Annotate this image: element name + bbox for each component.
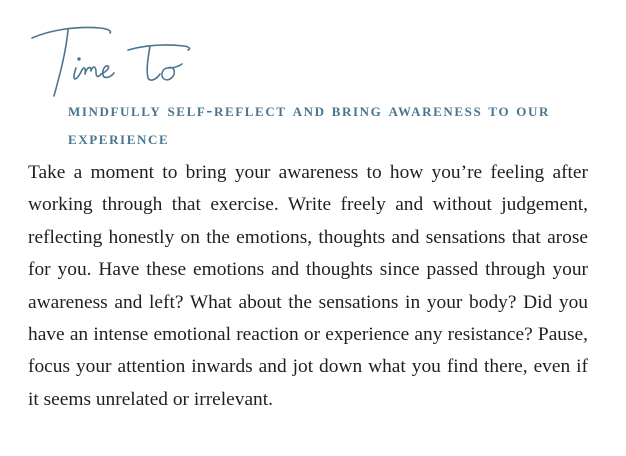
section-subheading: mindfully self-reflect and bring awareness to our experience	[68, 100, 550, 148]
reflection-prompt-paragraph: Take a moment to bring your awareness to how you’re feeling after working through that exercise. Write freely and without judgement, reflecting honestly on the emotions, thoughts and sensations that arose for you. Have these emotions and thoughts since passed through your awareness and left? What about the sensations in your body? Did you have an intense emotional reaction or experience any resistance? Pause, focus your attention inwards and jot down what you find there, even if it seems unrelated or irrelevant.	[28, 162, 588, 410]
script-title-time-to	[28, 12, 198, 102]
handwritten-title-graphic	[28, 12, 198, 102]
